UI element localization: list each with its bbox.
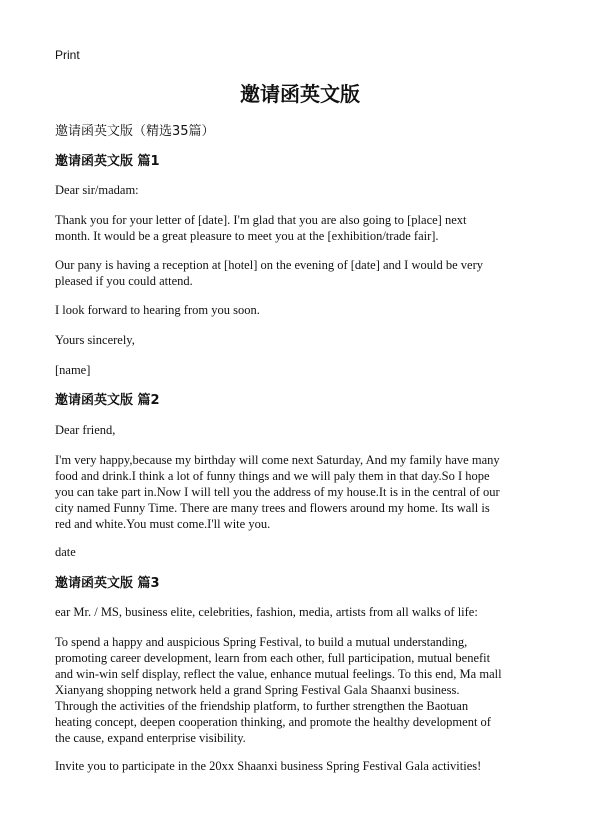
paragraph: I look forward to hearing from you soon.	[55, 303, 260, 317]
paragraph: [name]	[55, 363, 91, 377]
paragraph: Our pany is having a reception at [hotel] on the evening of [date] and I would be very pleased if you could attend.	[55, 258, 483, 288]
paragraph: Dear friend,	[55, 423, 116, 437]
paragraph: Yours sincerely,	[55, 333, 135, 347]
page-subtitle: 邀请函英文版（精选35篇）	[55, 124, 215, 139]
section-heading-2: 邀请函英文版 篇2	[55, 393, 160, 408]
paragraph: ear Mr. / MS, business elite, celebrities, fashion, media, artists from all walks of life:	[55, 605, 478, 619]
section-heading-3: 邀请函英文版 篇3	[55, 576, 160, 591]
page-title: 邀请函英文版	[240, 82, 360, 106]
print-label[interactable]: Print	[55, 48, 80, 62]
paragraph: date	[55, 545, 76, 559]
paragraph: Dear sir/madam:	[55, 183, 139, 197]
paragraph: Invite you to participate in the 20xx Shaanxi business Spring Festival Gala activities!	[55, 759, 482, 773]
paragraph: Thank you for your letter of [date]. I'm glad that you are also going to [place] next month. It would be a great pleasure to meet you at the [exhibition/trade fair].	[55, 213, 467, 243]
paragraph: I'm very happy,because my birthday will come next Saturday, And my family have many food and drink.I think a lot of funny things and we will paly them in that day.So I hope you can take part in.Now I will tell you the address of my house.It is in the central of our city named Funny Time. There are many trees and flowers around my home. Its wall is red and white.You must come.I'll wite you.	[55, 453, 500, 531]
section-heading-1: 邀请函英文版 篇1	[55, 154, 160, 169]
paragraph: To spend a happy and auspicious Spring Festival, to build a mutual understanding, promoting career development, learn from each other, full participation, mutual benefit and win-win self display, reflect the value, enhance mutual feelings. To this end, Ma mall Xianyang shopping network held a grand Spring Festival Gala Shaanxi business. Through the activities of the friendship platform, to further strengthen the Baotuan heating concept, deepen cooperation thinking, and promote the healthy development of the cause, expand enterprise visibility.	[55, 635, 502, 745]
